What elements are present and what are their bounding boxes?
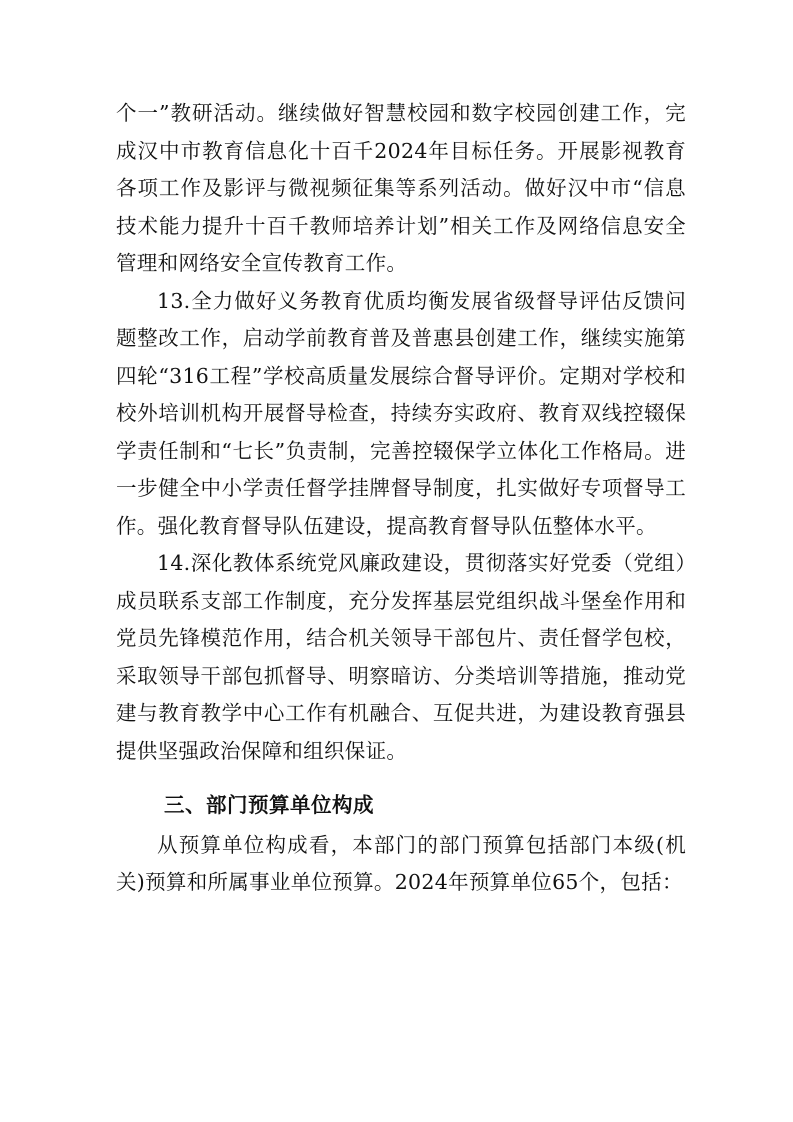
page-content (116, 95, 686, 902)
paragraph-item-14: 14.深化教体系统党风廉政建设，贯彻落实好党委（党组）成员联系支部工作制度，充分发挥基层党组织战斗堡垒作用和党员先锋模范作用，结合机关领导干部包片、责任督学包校，采取领导干部包抓督导、明察暗访、分类培训等措施，推动党建与教育教学中心工作有机融合、互促共进，为建设教育强县提供坚强政治保障和组织保证。 (116, 551, 686, 763)
paragraph-continuation: 个一”教研活动。继续做好智慧校园和数字校园创建工作，完成汉中市教育信息化十百千2024年目标任务。开展影视教育各项工作及影评与微视频征集等系列活动。做好汉中市“信息技术能力提升十百千教师培养计划”相关工作及网络信息安全管理和网络安全宣传教育工作。 (116, 101, 686, 275)
section-heading: 三、部门预算单位构成 (164, 793, 374, 817)
paragraph-item-13: 13.全力做好义务教育优质均衡发展省级督导评估反馈问题整改工作，启动学前教育普及普惠县创建工作，继续实施第四轮“316工程”学校高质量发展综合督导评价。定期对学校和校外培训机构开展督导检查，持续夯实政府、教育双线控辍保学责任制和“七长”负责制，完善控辍保学立体化工作格局。进一步健全中小学责任督学挂牌督导制度，扎实做好专项督导工作。强化教育督导队伍建设，提高教育督导队伍整体水平。 (116, 288, 686, 538)
paragraph-budget-units: 从预算单位构成看，本部门的部门预算包括部门本级(机关)预算和所属事业单位预算。2024年预算单位65个，包括： (116, 832, 686, 894)
